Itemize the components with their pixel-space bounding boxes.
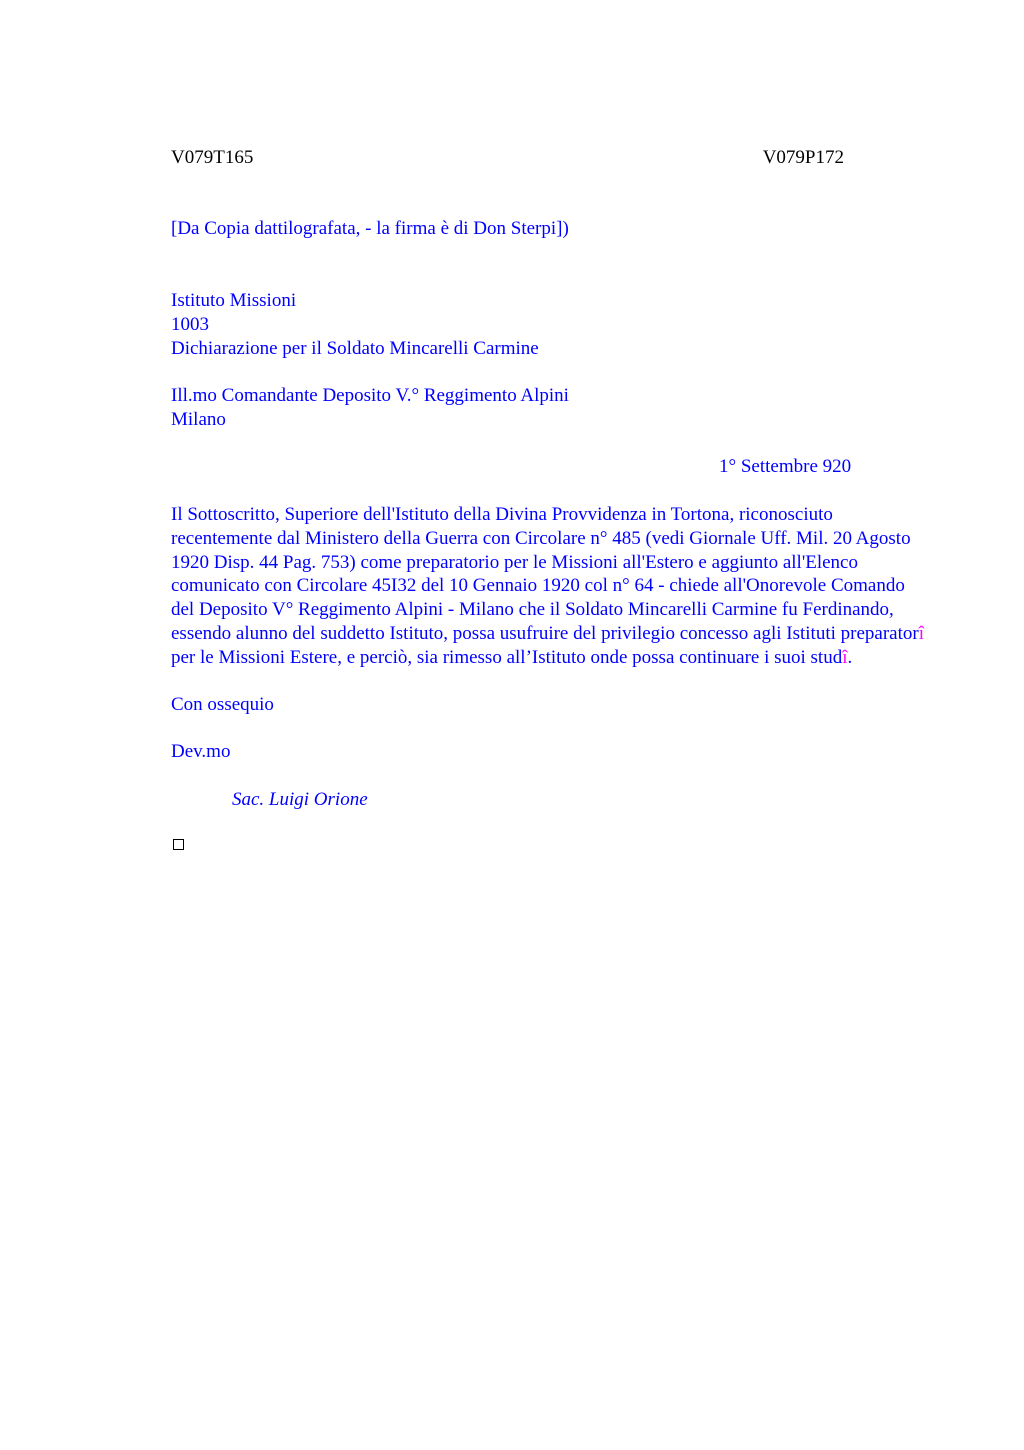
body-text-part3: . (847, 646, 853, 668)
body-text-part1: Il Sottoscritto, Superiore dell'Istituto della Divina Provvidenza in Tortona, riconosciuto recentemente dal Ministero della Guerra con Circolare n° 485 (vedi Giornale Uff. Mil. 20 Agosto 1920 Disp. 44 Pag. 753) come preparatorio per le Missioni all'Estero e aggiunto all'Elenco comunicato con Circolare 45I32 del 10 Gennaio 1920 col n° 64 - chiede all'Onorevole Comando del Deposito V° Reggimento Alpini - Milano che il Soldato Mincarelli Carmine fu Ferdinando, essendo alunno del suddetto Istituto, possa usufruire del privilegio concesso agli Istituti preparator (171, 504, 919, 644)
signature: Sac. Luigi Orione (232, 789, 368, 810)
header-subject: Dichiarazione per il Soldato Mincarelli Carmine (171, 337, 539, 359)
reference-codes (171, 146, 844, 170)
addressee (171, 384, 569, 432)
letter-closing: Con ossequio (171, 694, 274, 715)
addressee-city: Milano (171, 408, 226, 430)
body-accent-2: î (842, 646, 848, 668)
editorial-note: [Da Copia dattilografata, - la firma è di Don Sterpi]) (171, 218, 569, 239)
body-paragraph (171, 503, 931, 670)
header-number: 1003 (171, 313, 209, 335)
letter-devmo: Dev.mo (171, 741, 231, 762)
checkbox-square-icon (173, 839, 184, 850)
addressee-title: Ill.mo Comandante Deposito V.° Reggimento Alpini (171, 385, 569, 406)
header-institute: Istituto Missioni (171, 290, 297, 311)
reference-code-right: V079P172 (762, 147, 844, 168)
letter-body (171, 503, 931, 670)
letter-date: 1° Settembre 920 (719, 456, 852, 477)
body-text-part2: per le Missioni Estere, e perciò, sia rimesso all’Istituto onde possa continuare i suoi stud (171, 646, 843, 668)
reference-code-left: V079T165 (171, 147, 254, 168)
letter-header (171, 289, 539, 360)
body-accent-1: î (918, 622, 924, 644)
